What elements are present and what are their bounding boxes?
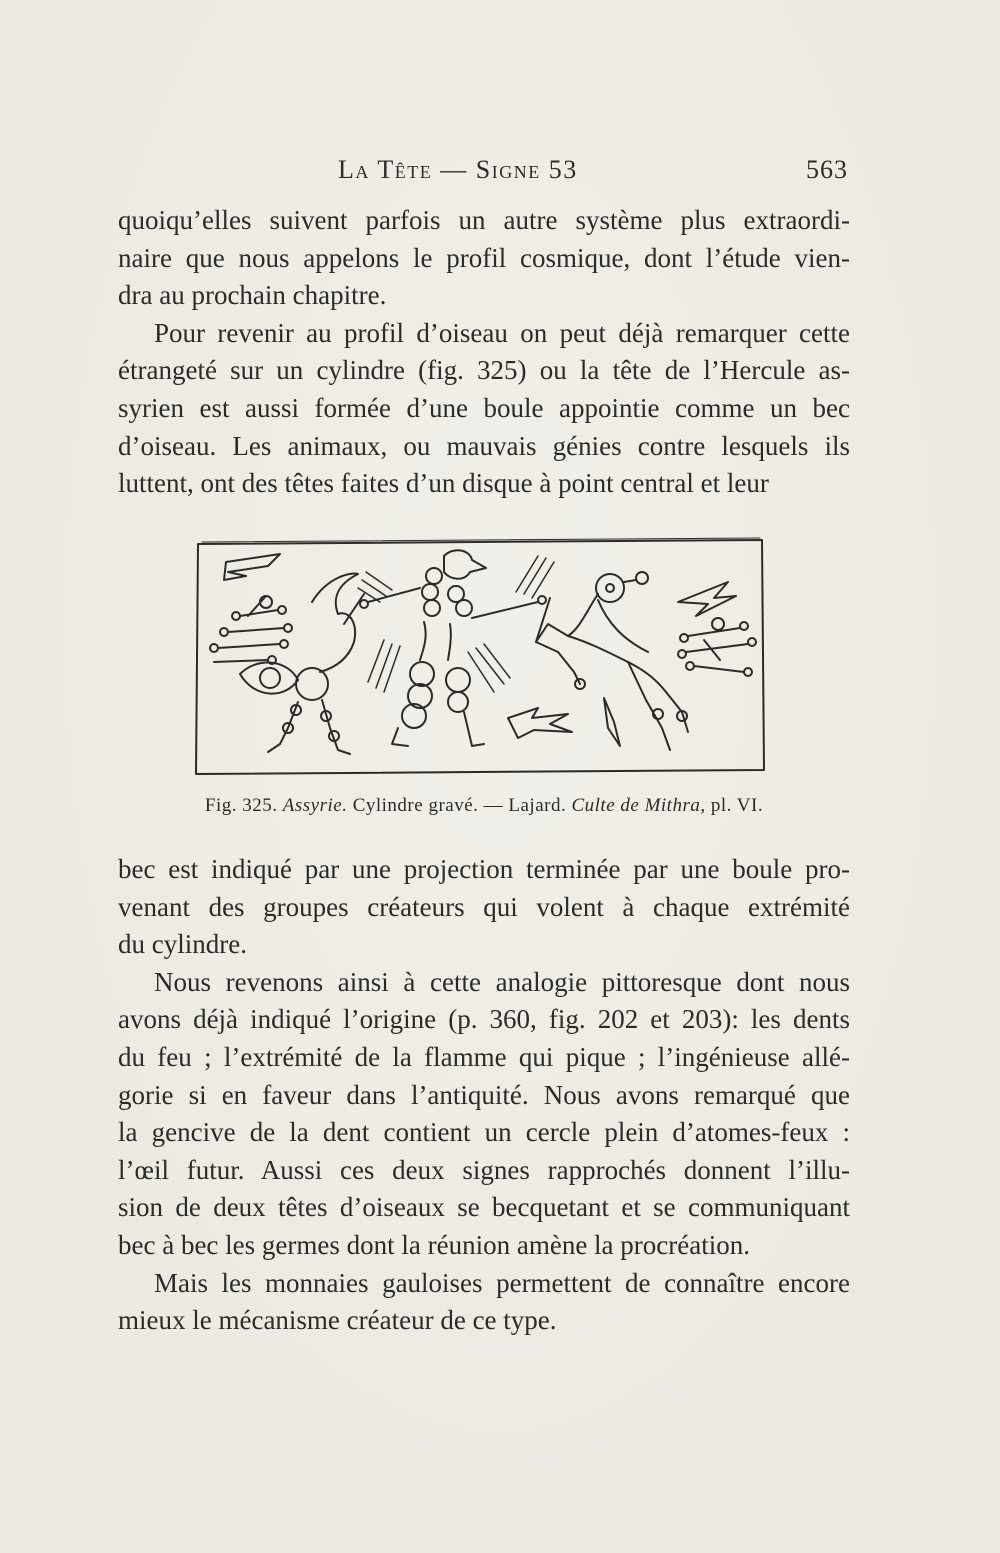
- paragraph-5: [118, 1265, 850, 1340]
- text-line: l’œil futur. Aussi ces deux signes rapprochés donnent l’illu-: [118, 1154, 850, 1185]
- body-text-top: [118, 202, 850, 503]
- figure-325-engraving: [188, 532, 770, 782]
- paragraph-1: [118, 202, 850, 315]
- text-line: Pour revenir au profil d’oiseau on peut déjà remarquer cette: [154, 317, 850, 348]
- running-title: La Tête — Signe 53: [338, 155, 578, 184]
- figure-caption: [118, 795, 850, 817]
- text-line: mieux le mécanisme créateur de ce type.: [118, 1305, 557, 1336]
- hercules-figure: [360, 550, 546, 746]
- caption-middle: Cylindre gravé. — Lajard.: [352, 795, 567, 816]
- text-line: syrien est aussi formée d’une boule appointie comme un bec: [118, 392, 850, 423]
- text-line: quoiqu’elles suivent parfois un autre système plus extraordi-: [118, 205, 850, 235]
- text-line: sion de deux têtes d’oiseaux se becquetant et se communiquant: [118, 1192, 850, 1223]
- left-animal: [240, 574, 364, 754]
- paragraph-4: [118, 964, 850, 1265]
- right-animal: [536, 572, 688, 750]
- caption-work: Culte de Mithra,: [571, 795, 706, 816]
- text-line: venant des groupes créateurs qui volent à chaque extrémité: [118, 891, 850, 922]
- text-line: bec est indiqué par une projection terminée par une boule pro-: [118, 854, 850, 884]
- body-text-bottom: [118, 851, 850, 1340]
- caption-place: Assyrie.: [282, 795, 348, 816]
- bottom-flame: [508, 708, 572, 738]
- text-line: dra au prochain chapitre.: [118, 280, 387, 311]
- page-number: 563: [806, 155, 848, 184]
- caption-suffix: pl. VI.: [710, 795, 764, 816]
- right-creator-group: [678, 618, 756, 676]
- text-line: naire que nous appelons le profil cosmique, dont l’étude vien-: [118, 242, 850, 273]
- text-line: Mais les monnaies gauloises permettent de connaître encore: [154, 1267, 850, 1298]
- text-line: étrangeté sur un cylindre (fig. 325) ou la tête de l’Hercule as-: [118, 355, 850, 386]
- ray-hatching: [358, 556, 554, 692]
- text-line: gorie si en faveur dans l’antiquité. Nous avons remarqué que: [118, 1079, 850, 1110]
- text-line: bec à bec les germes dont la réunion amène la procréation.: [118, 1229, 750, 1260]
- spear-point: [604, 698, 620, 746]
- caption-prefix: Fig. 325.: [204, 795, 278, 816]
- right-flame-top: [678, 582, 736, 616]
- running-head: [118, 155, 848, 191]
- paragraph-3: [118, 851, 850, 964]
- text-line: luttent, ont des têtes faites d’un disque à point central et leur: [118, 468, 769, 499]
- text-line: Nous revenons ainsi à cette analogie pittoresque dont nous: [154, 966, 850, 997]
- text-line: avons déjà indiqué l’origine (p. 360, fig. 202 et 203): les dents: [118, 1004, 850, 1035]
- text-line: du cylindre.: [118, 929, 247, 960]
- cylinder-seal-drawing: [188, 532, 770, 782]
- left-flame-top: [224, 554, 280, 580]
- paragraph-2: [118, 315, 850, 503]
- text-line: du feu ; l’extrémité de la flamme qui pique ; l’ingénieuse allé-: [118, 1041, 850, 1072]
- left-creator-group: [210, 596, 292, 664]
- text-line: d’oiseau. Les animaux, ou mauvais génies contre lesquels ils: [118, 430, 850, 461]
- text-line: la gencive de la dent contient un cercle plein d’atomes-feux :: [118, 1117, 850, 1148]
